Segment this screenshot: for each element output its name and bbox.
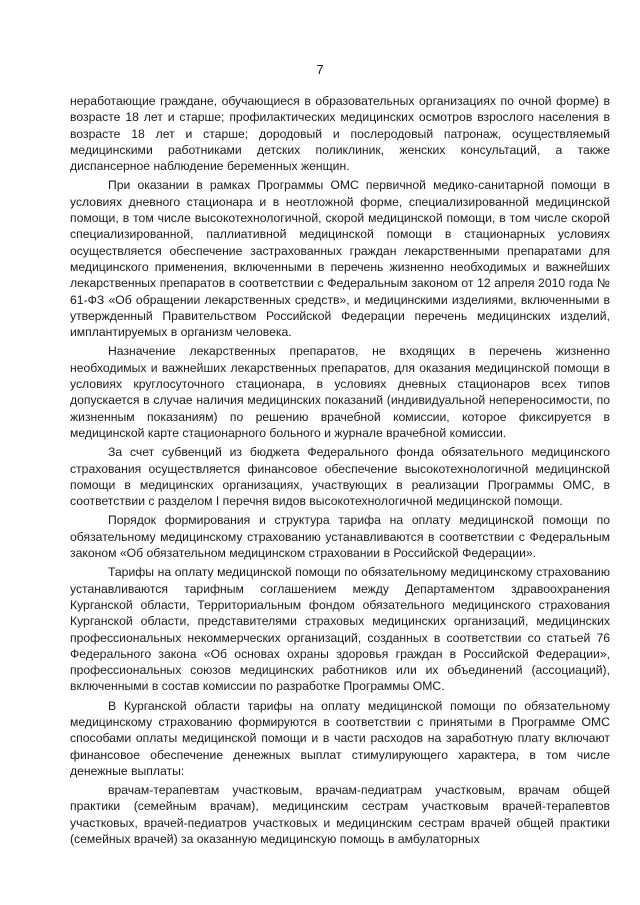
paragraph-6: Тарифы на оплату медицинской помощи по обязательному медицинскому страхованию устанавливаются тарифным соглашением между Департаментом здравоохранения Курганской области, Территориальным фондом обязательного медицинского страхования Курганской области, представителями страховых медицинских организаций, медицинских профессиональных некоммерческих организаций, созданных в соответствии со статьей 76 Федерального закона «Об основах охраны здоровья граждан в Российской Федерации», профессиональных союзов медицинских работников или их объединений (ассоциаций), включенными в состав комиссии по разработке Программы ОМС. bbox=[70, 565, 610, 694]
paragraph-3: Назначение лекарственных препаратов, не входящих в перечень жизненно необходимых и важнейших лекарственных препаратов, для оказания медицинской помощи в условиях круглосуточного стационара, в условиях дневных стационаров всех типов допускается в случае наличия медицинских показаний (индивидуальной непереносимости, по жизненным показаниям) по решению врачебной комиссии, которое фиксируется в медицинской карте стационарного больного и журнале врачебной комиссии. bbox=[70, 344, 610, 440]
paragraph-1: неработающие граждане, обучающиеся в образовательных организациях по очной форме) в возрасте 18 лет и старше; профилактических медицинских осмотров взрослого населения в возрасте 18 лет и старше; дородовый и послеродовый патронаж, осуществляемый медицинскими работниками детских поликлиник, женских консультаций, а также диспансерное наблюдение беременных женщин. bbox=[70, 94, 610, 174]
paragraph-5: Порядок формирования и структура тарифа на оплату медицинской помощи по обязательному медицинскому страхованию устанавливаются в соответствии с Федеральным законом «Об обязательном медицинском страховании в Российской Федерации». bbox=[70, 513, 610, 561]
page-number: 7 bbox=[316, 62, 324, 77]
paragraph-8: врачам-терапевтам участковым, врачам-педиатрам участковым, врачам общей практики (семейным врачам), медицинским сестрам участковым врачей-терапевтов участковых, врачей-педиатров участковых и медицинским сестрам врачей общей практики (семейных врачей) за оказанную медицинскую помощь в амбулаторных bbox=[70, 783, 610, 847]
paragraph-7: В Курганской области тарифы на оплату медицинской помощи по обязательному медицинскому страхованию формируются в соответствии с принятыми в Программе ОМС способами оплаты медицинской помощи и в части расходов на заработную плату включают финансовое обеспечение денежных выплат стимулирующего характера, в том числе денежные выплаты: bbox=[70, 698, 610, 778]
document-body bbox=[70, 93, 610, 850]
paragraph-4: За счет субвенций из бюджета Федерального фонда обязательного медицинского страхования осуществляется финансовое обеспечение высокотехнологичной медицинской помощи в медицинских организациях, участвующих в реализации Программы ОМС, в соответствии с разделом I перечня видов высокотехнологичной медицинской помощи. bbox=[70, 445, 610, 509]
paragraph-2: При оказании в рамках Программы ОМС первичной медико-санитарной помощи в условиях дневного стационара и в неотложной форме, специализированной медицинской помощи, в том числе высокотехнологичной, скорой медицинской помощи, в том числе скорой специализированной, паллиативной медицинской помощи в стационарных условиях осуществляется обеспечение застрахованных граждан лекарственными препаратами для медицинского применения, включенными в перечень жизненно необходимых и важнейших лекарственных препаратов в соответствии с Федеральным законом от 12 апреля 2010 года № 61-ФЗ «Об обращении лекарственных средств», и медицинскими изделиями, включенными в утвержденный Правительством Российской Федерации перечень медицинских изделий, имплантируемых в организм человека. bbox=[70, 178, 610, 340]
